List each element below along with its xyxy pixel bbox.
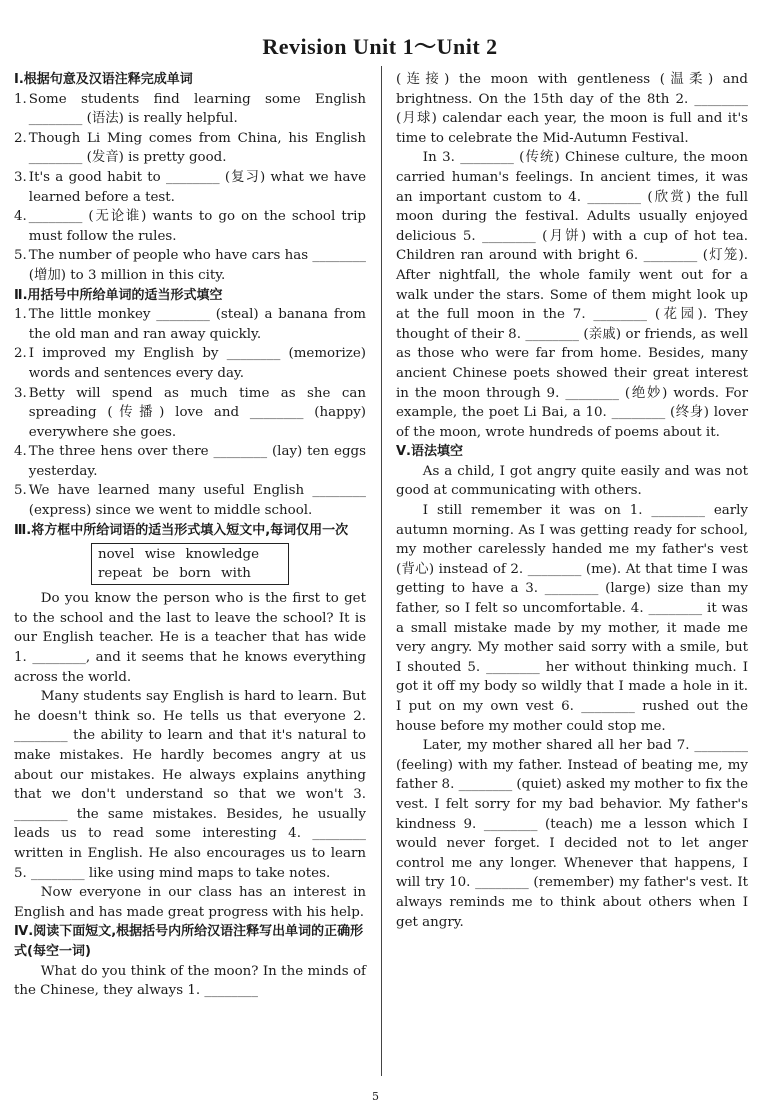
item-text: It's a good habit to ________ (复习) what we have learned before a test.	[28, 169, 366, 205]
passage-paragraph: Do you know the person who is the first to get to the school and the last to leave the school? It is our English teacher. He is a teacher that has wide 1. ________, and it seems that he knows everything across the world.	[14, 591, 366, 685]
passage-paragraph: Many students say English is hard to learn. But he doesn't think so. He tells us that everyone 2. ________ the ability to learn and that it's natural to make mistakes. He hardly becomes angry at us about our mistakes. He always explains anything that we don't understand so that we won't 3. ________ the same mistakes. Besides, he usually leads us to read some interesting 4. ________ written in English. He also encourages us to learn 5. ________ like using mind maps to take notes.	[14, 689, 366, 881]
list-item	[14, 90, 366, 129]
list-item	[14, 305, 366, 344]
page-number: 5	[372, 1090, 379, 1103]
item-text: The number of people who have cars has ________ (增加) to 3 million in this city.	[28, 248, 366, 283]
item-number: 4.	[14, 444, 27, 460]
section-5-heading: Ⅴ.语法填空	[396, 444, 463, 460]
item-number: 2.	[14, 130, 27, 146]
list-item	[14, 129, 366, 168]
item-text: I improved my English by ________ (memorize) words and sentences every day.	[28, 346, 366, 381]
item-text: The little monkey ________ (steal) a banana from the old man and ran away quickly.	[28, 307, 366, 342]
passage-paragraph: What do you think of the moon? In the minds of the Chinese, they always 1. ________	[14, 963, 366, 999]
item-number: 5.	[14, 248, 27, 264]
list-item	[14, 442, 366, 481]
item-text: ________ (无论谁) wants to go on the school trip must follow the rules.	[28, 209, 366, 244]
passage-paragraph: I still remember it was on 1. ________ early autumn morning. As I was getting ready for school, my mother carelessly handed me my father's vest (背心) instead of 2. ________ (me). At that time I was getting to have a 3. ________ (large) size than my father, so I felt so uncomfortable. 4. ________ it was a small mistake made by my mother, it made me very angry. My mother said sorry with a smile, but I shouted 5. ________ her without thinking much. I got it off my body so wildly that I made a hole in it. I put on my own vest 6. ________ rushed out the house before my mother could stop me.	[396, 503, 748, 734]
left-column	[14, 70, 366, 1001]
page-title: Revision Unit 1～Unit 2	[262, 34, 498, 59]
item-number: 3.	[14, 169, 27, 185]
list-item	[14, 207, 366, 246]
word-box-line: novel wise knowledge	[98, 547, 260, 563]
list-item	[14, 344, 366, 383]
item-text: Betty will spend as much time as she can spreading (传播) love and ________ (happy) everywhere she goes.	[28, 385, 366, 440]
item-text: The three hens over there ________ (lay) ten eggs yesterday.	[28, 444, 366, 479]
passage-paragraph: Now everyone in our class has an interest in English and has made great progress with his help.	[14, 885, 366, 920]
list-item	[14, 384, 366, 443]
item-number: 4.	[14, 209, 27, 225]
passage-paragraph: In 3. ________ (传统) Chinese culture, the moon carried human's feelings. In ancient times, it was an important custom to 4. ________ (欣赏) the full moon during the festival. Adults usually enjoyed delicious 5. ________ (月饼) with a cup of hot tea. Children ran around with bright 6. ________ (灯笼). After nightfall, the whole family went out for a walk under the stars. Some of them might look up at the full moon in the 7. ________ (花园). They thought of their 8. ________ (亲戚) or friends, as well as those who were far from home. Besides, many ancient Chinese poets showed their great interest in the moon through 9. ________ (绝妙) words. For example, the poet Li Bai, a 10. ________ (终身) lover of the moon, wrote hundreds of poems about it.	[396, 150, 748, 440]
section-2-heading: Ⅱ.用括号中所给单词的适当形式填空	[14, 287, 223, 303]
list-item	[14, 246, 366, 285]
item-number: 5.	[14, 483, 27, 499]
list-item	[14, 168, 366, 207]
list-item	[14, 481, 366, 520]
word-box	[91, 543, 289, 585]
section-4-heading: Ⅳ.阅读下面短文,根据括号内所给汉语注释写出单词的正确形式(每空一词)	[14, 924, 364, 959]
item-text: Some students find learning some English ________ (语法) is really helpful.	[28, 91, 366, 127]
item-number: 2.	[14, 346, 27, 362]
passage-paragraph: As a child, I got angry quite easily and was not good at communicating with others.	[396, 463, 748, 499]
item-number: 1.	[14, 307, 27, 323]
right-column	[396, 70, 748, 932]
word-box-line: repeat be born with	[98, 566, 251, 582]
column-divider	[381, 66, 382, 1076]
item-text: We have learned many useful English ________ (express) since we went to middle school.	[28, 483, 366, 519]
item-text: Though Li Ming comes from China, his English ________ (发音) is pretty good.	[28, 130, 366, 166]
passage-paragraph: Later, my mother shared all her bad 7. ________ (feeling) with my father. Instead of beating me, my father 8. ________ (quiet) asked my mother to fix the vest. I felt sorry for my bad behavior. My father's kindness 9. ________ (teach) me a lesson which I would never forget. I decided not to let anger control me any longer. Whenever that happens, I will try 10. ________ (remember) my father's vest. It always reminds me to think about others when I get angry.	[396, 738, 748, 930]
section-3-heading: Ⅲ.将方框中所给词语的适当形式填入短文中,每词仅用一次	[14, 522, 349, 538]
passage-paragraph: (连接) the moon with gentleness (温柔) and brightness. On the 15th day of the 8th 2. ________ (月球) calendar each year, the moon is full and it's time to celebrate the Mid-Autumn Festival.	[396, 72, 748, 146]
item-number: 3.	[14, 385, 27, 401]
section-1-heading: Ⅰ.根据句意及汉语注释完成单词	[14, 72, 193, 87]
item-number: 1.	[14, 91, 27, 107]
